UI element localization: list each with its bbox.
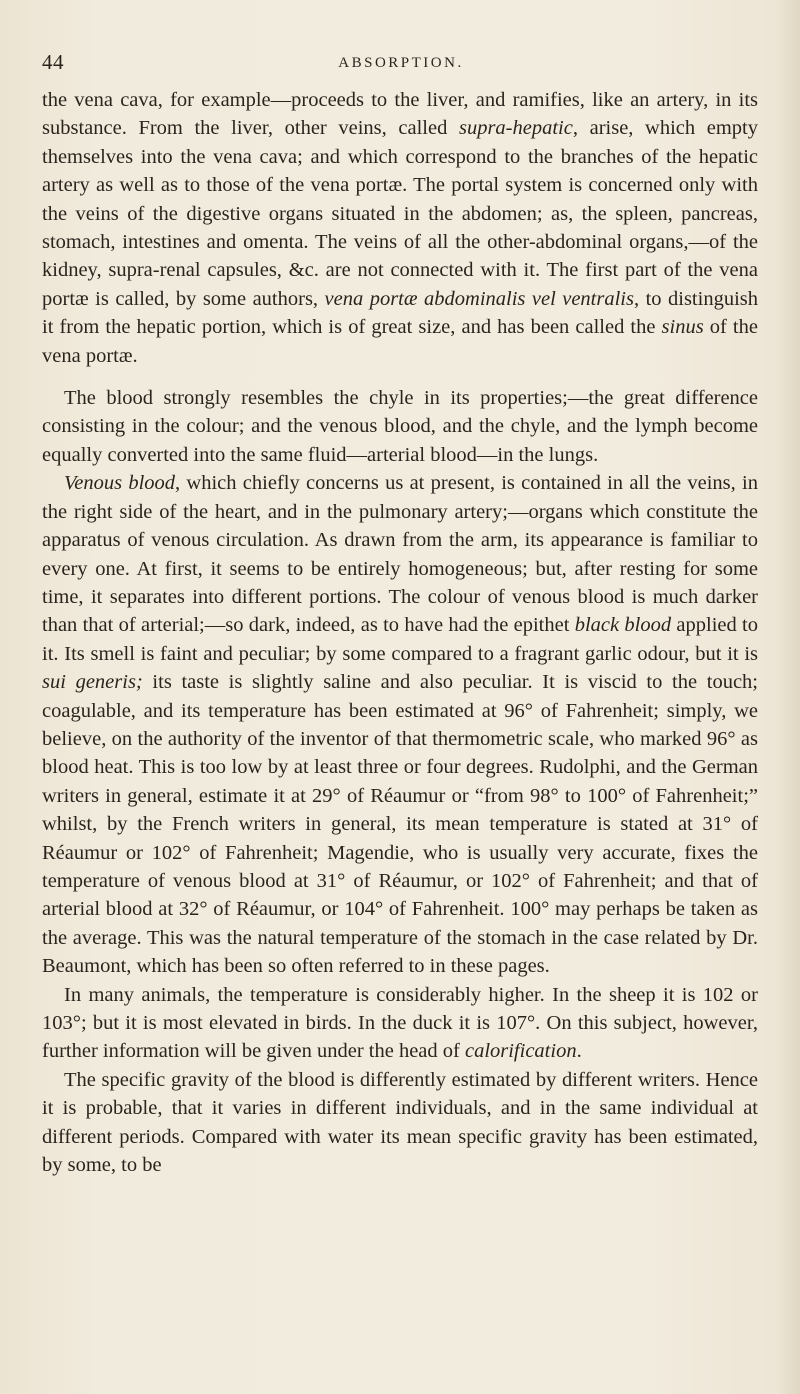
text-run: The specific gravity of the blood is differently estimated by different writers. Hence it is probable, that it varies in different individuals, and in the same individual at different periods. Compared with water its mean specific gravity has been estimated, by some, to be [42, 1068, 758, 1177]
body-text [42, 86, 758, 1179]
paragraph [42, 384, 758, 469]
italic-term: sinus [661, 316, 704, 339]
text-run: In many animals, the temperature is considerably higher. In the sheep it is 102 or 103°; but it is most elevated in birds. In the duck it is 107°. On this subject, however, further information will be given under the head of [42, 983, 758, 1063]
page-number: 44 [42, 50, 64, 74]
text-run: The blood strongly resembles the chyle in its properties;—the great difference consisting in the colour; and the venous blood, and the chyle, and the lymph become equally converted into the same fluid—arterial blood—in the lungs. [42, 387, 758, 466]
italic-term: vena portæ abdominalis vel ventralis [324, 287, 634, 310]
italic-term: sui generis; [42, 671, 143, 694]
italic-term: supra-hepatic [458, 117, 573, 140]
paragraph [42, 86, 758, 370]
paragraph [42, 1066, 758, 1180]
text-run: the vena cava, for example—proceeds to the liver, and ramifies, like an artery, in its substance. From the liver, other veins, called [42, 89, 758, 140]
text-run: applied to it. Its smell is faint and peculiar; by some compared to a fragrant garlic odour, but it is [42, 614, 758, 665]
page-edge-shadow [778, 0, 800, 1394]
paragraph [42, 981, 758, 1066]
text-run: . [576, 1040, 582, 1063]
text-run: of the vena portæ. [42, 316, 758, 367]
text-run: , to distinguish it from the hepatic portion, which is of great size, and has been called the [42, 287, 758, 339]
page-header [42, 50, 760, 80]
italic-term: Venous blood [64, 472, 176, 495]
running-head: ABSORPTION. [338, 55, 464, 71]
text-run: , which chiefly concerns us at present, is contained in all the veins, in the right side of the heart, and in the pulmonary artery;—organs which constitute the apparatus of venous circulation. As drawn from the arm, its appearance is familiar to every one. At first, it seems to be entirely homogeneous; but, after resting for some time, it separates into different portions. The colour of venous blood is much darker than that of arterial;—so dark, indeed, as to have had the epithet [42, 472, 758, 637]
text-run: , arise, which empty themselves into the vena cava; and which correspond to the branches of the hepatic artery as well as to those of the vena portæ. The portal system is concerned only with the veins of the digestive organs situated in the abdomen; as, the spleen, pancreas, stomach, intestines and omenta. The veins of all the other-abdominal organs,—of the kidney, supra-renal capsules, &c. are not connected with it. The first part of the vena portæ is called, by some authors, [42, 117, 758, 310]
text-run: its taste is slightly saline and also peculiar. It is viscid to the touch; coagulable, and its temperature has been estimated at 96° of Fahrenheit; simply, we believe, on the authority of the inventor of that thermometric scale, who marked 96° as blood heat. This is too low by at least three or four degrees. Rudolphi, and the German writers in general, estimate it at 29° of Réaumur or “from 98° to 100° of Fahrenheit;” whilst, by the French writers in general, its mean temperature is stated at 31° of Réaumur or 102° of Fahrenheit; Magendie, who is usually very accurate, fixes the temperature of venous blood at 31° of Réaumur, or 102° of Fahrenheit; and that of arterial blood at 32° of Réaumur, or 104° of Fahrenheit. 100° may perhaps be taken as the average. This was the natural temperature of the stomach in the case related by Dr. Beaumont, which has been so often referred to in these pages. [42, 671, 758, 978]
italic-term: black blood [574, 614, 672, 637]
italic-term: calorification [464, 1040, 577, 1063]
paragraph [42, 469, 758, 980]
